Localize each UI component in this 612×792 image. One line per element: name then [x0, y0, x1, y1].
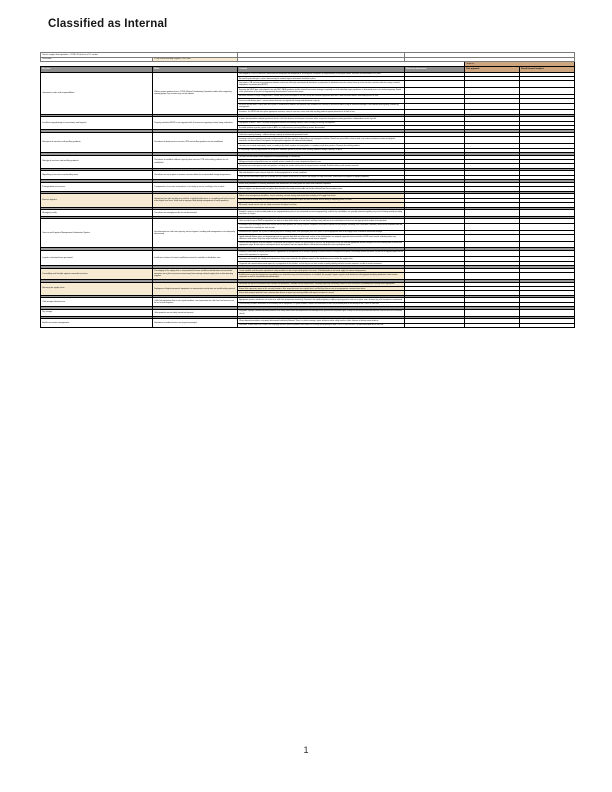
- risk-cell: Procedures to establish sufficient capacity store vaccines, PPE and ancillary products are not established.: [153, 155, 238, 168]
- result-format-cell: [520, 103, 575, 110]
- column-header-key-area: Key area: [41, 66, 153, 72]
- column-header-result-format: Result format & analysis: [520, 66, 575, 72]
- test-approach-cell: [465, 250, 520, 257]
- control-cell: Work with law enforcement agencies to provide security suitable escorts/access to detect and mitigate security risk/threats, and monitor the progress of ongoing shipments.: [238, 175, 405, 179]
- control-cell: Reverse logistics are documented and explain how and when the usable and unusable vial and be collected from the vaccination teams.: [238, 187, 405, 191]
- risk-matrix-body: [41, 72, 575, 327]
- column-header-risks: Risks: [153, 66, 238, 72]
- control-cell: With regard to COVID-19 vaccines, ensure that the assignation and delegation for receiving and acceptance of responsibilities to the proper entities, functions and stakeholders is in place.: [238, 72, 405, 76]
- risk-cell: Hazardous or medical waste is not properly managed.: [153, 319, 238, 328]
- result-format-cell: [520, 323, 575, 327]
- control-cell: In place: documentation and plan pro-arrival checks: cold chain distance and transport investment alone, inspection of equipment, storing procedures, independent checks/ sign offs.: [238, 117, 405, 121]
- key-area-cell: Securing the supply chain: [41, 282, 153, 295]
- test-approach-cell: [465, 88, 520, 95]
- reference-cell: [405, 223, 465, 230]
- risk-cell: Without proper guidance from a COVID National Coordinating Committee and/or other supporting working groups, key activities may not be initiated.: [153, 72, 238, 114]
- matrix-subtitle-value: = Key controls involving targeted COVID risks: [153, 57, 238, 62]
- table-row: [41, 210, 575, 217]
- matrix-title: Vaccine supply chain operations - COVID-19 roll out in a DC context: [41, 53, 238, 58]
- control-cell: Ensure that transport operators have communication devices to report any security problem and request assistance in transit.: [238, 291, 405, 295]
- key-area-cell: Logistics and warehouse personnel.: [41, 250, 153, 266]
- key-area-cell: Healthcare waste management.: [41, 319, 153, 328]
- control-cell: If cold storage capacity requirements are insufficient, additional options to procure, lease of hiring additional storage capacity is in place.: [238, 148, 405, 152]
- control-cell: Stock records (as per a VLMIS or equivalent) are kept up to date (either daily, or in real time), and they clearly indicate an accurate balance of each vaccine type by batch number and expiry date.: [238, 219, 405, 223]
- reference-cell: [405, 137, 465, 144]
- test-approach-cell: [465, 81, 520, 88]
- control-cell: Key logistics, HR and vaccine management subroles need to be sufficiently articulated and developed, in preparation for distribution from the national store up to the last mile, consistent with the country's national deployment vaccination plan (NDVP).: [238, 81, 405, 88]
- control-cell: Ensure that procedures in reserving distribution store warehouses accurately report the arrival and conditional shipments.: [238, 182, 405, 186]
- result-format-cell: [520, 81, 575, 88]
- risk-cell: Other products are not safely stored and secured.: [153, 309, 238, 316]
- guidance-group-header: Guidance: [465, 62, 575, 67]
- control-cell: Cooperate with national enforcement agencies, in preparation of the activities, so that they are on alert in order to quickly identify and take concrete measures in order to revoke movement.: [238, 261, 405, 265]
- risk-cell: Procedures for managing recalls are not documented.: [153, 210, 238, 217]
- column-header-controls: Controls: [238, 66, 405, 72]
- risk-cell: Insufficient numbers of trained, qualified personnel are available at distribution sites.: [153, 250, 238, 266]
- control-cell: Establish a clear team of working section details, supplements to an additional list of transport capacity or human resources to disperse their point, if necessary. Ensure that there is a process to regularly report on the status of the operations to supervisors.: [239, 251, 403, 256]
- matrix-subtitle-label: Risk matrix: [41, 57, 153, 62]
- control-cell: Information alert systems are in place to identify any stocks/ working teams, and appropriate plan are in place so each appropriate level of the supply chain, to minimize stored and wastage.: [238, 230, 405, 234]
- page-number: 1: [303, 745, 309, 755]
- result-format-cell: [520, 234, 575, 241]
- control-cell: Cold inventory includes information on functionality and on equipment is in good condition. Repairs and maintenance work are performed prior to the delivery of the COVID-19 vaccines.: [238, 302, 405, 306]
- control-cell: Determine how to transport vaccines and products, including the number and location of transport means available. Establish delivery and treatment intervals.: [238, 164, 405, 168]
- control-cell: Robust visual management procedures, receive inventory, accurate storage and transaction recording of all supply chain levels.: [238, 194, 405, 198]
- risk-cell: Procedures are not in place to maintain vaccines within the recommended storage temperatures.: [153, 171, 238, 180]
- control-cell: All unused, closed vaccine vials are safely returned to the higher level store.: [238, 203, 405, 207]
- control-cell: Forecasts and delivery plans - vaccine volume forecasts are aligned with storage and distribution capacity.: [238, 99, 405, 103]
- control-cell: Data on stock distribution and consumption is monitored and recorded to ensure the right quantity of vaccines are distributed to every site and that appropriate records storage of such vaccination point to ensure that appropriate usage. At each space, consumption levels are tracked, and consumption data is collected and recorded after each consumption round.: [238, 241, 405, 248]
- test-approach-cell: [465, 241, 520, 248]
- risk-cell: Unused vaccine vials are duly accounted for at health facility/ stores, or unused/unused vials returned to the higher level store. Used vials or improper filled (dating management at health products).: [153, 194, 238, 207]
- key-area-cell: Traceability and the fight against counterfeit vaccines: [41, 268, 153, 279]
- control-cell: Vaccine facilities are kept fresh of a point while there is a need to re-allocate surplus vaccines to another area or during a temporary pause, or recall.: [238, 198, 405, 202]
- reference-cell: [405, 309, 465, 316]
- control-cell: Procedures exist to promptly ensure that vaccine and ancillary products are strictly issued in compliance with earliest expired first out principle (including: FEFO allocation if relevant). Items are not estimated from the stores without first consulting the stock records.: [238, 223, 405, 230]
- risk-matrix-table: [40, 52, 575, 328]
- test-approach-cell: [465, 273, 520, 280]
- risk-cell: The integrity of the supply chain is compromised, because insufficient identification and counterfeit measures are in place to prevent unnecessary from entering national supply chain or from diverting supplies.: [153, 268, 238, 279]
- control-cell: Create establish and document requirements and procedures for the receipt and disposals of vaccines. If falsified products are found, apply the national law/procedure.: [238, 268, 405, 272]
- test-approach-cell: [465, 234, 520, 241]
- risk-cell: Procedures to timely receive vaccines, PPE and ancillary products are not established.: [153, 133, 238, 153]
- control-cell: An overall system design is in place documenting the national logistics framework should be in place.: [238, 76, 405, 80]
- control-cell: Cold chain capacity planning - sufficient storage capacity at national and operational levels.: [238, 133, 405, 137]
- control-cell: Waste disposal procedures are properly documented and timely followed. There is a plan to manage, report, authorise and/or safely transfer, collect, dispose or destroy waste products.: [238, 319, 405, 323]
- result-format-cell: [520, 210, 575, 217]
- control-cell: Ensure that supervisors report on the security situation in their respective areas on a regular basis, and that they have access to an appropriate communication device.: [238, 287, 405, 291]
- key-area-cell: Vaccine and Logistics Management Information System: [41, 219, 153, 248]
- test-approach-cell: [465, 137, 520, 144]
- reference-cell: [405, 323, 465, 327]
- risk-cell: Properly articulated NDVP is not supported with all resources supporting a better being undertaken.: [153, 117, 238, 130]
- control-cell: Determine the high risk area where these counties not distributors. Consider security requirements, including requesting community leaders for their assistance in providing extra security where appropriate.: [238, 282, 405, 286]
- table-row: [41, 250, 575, 257]
- result-format-cell: [520, 223, 575, 230]
- key-area-cell: Reception of vaccines and ancillary products.: [41, 133, 153, 153]
- control-cell: Vaccines are received and properly stored, according to the batch numbers and expiry dates, in compliance with best practices. Protocols for ancillary products.: [238, 144, 405, 148]
- control-cell: Segregation of duties - there is a proper segregation between the following functions: stock custody, processing, and approval.: [238, 121, 405, 125]
- control-cell: Inventory counts are regularly performed and documented, with due regard for independence and segregation of duties. Results are reconciled to stock records, any variances between records and physical inventories are documented, investigated, and appropriate approvals are obtained and validated.: [238, 137, 405, 144]
- reference-cell: [405, 273, 465, 280]
- classification-title: Classified as Internal: [48, 18, 168, 30]
- result-format-cell: [520, 250, 575, 257]
- control-cell: Establish a process so that recalled products are segregated during transit, are maintained and traced appropriately, and that key stakeholders are promptly informed regarding any recall, including formally recording any doses in a report.: [238, 210, 405, 217]
- risk-cell: Deployment of logistic personnel, equipment, or immunisation activity sites are insufficiently protected.: [153, 282, 238, 295]
- test-approach-cell: [465, 103, 520, 110]
- key-area-cell: Transportation of vaccines.: [41, 182, 153, 191]
- result-format-cell: [520, 273, 575, 280]
- test-approach-cell: [465, 223, 520, 230]
- key-area-cell: Cold storage infrastructure: [41, 298, 153, 307]
- column-header-reference-documents: Reference documents: [405, 66, 465, 72]
- test-approach-cell: [465, 323, 520, 327]
- result-format-cell: [520, 309, 575, 316]
- risk-cell: Transportation of vaccines and products is not timely or secure, resulting in loss or stock.: [153, 182, 238, 191]
- control-cell: Document and establish the validity and authorisation of key actors involved in the different aspects of the distribution process within the supply chain.: [238, 257, 405, 261]
- result-format-cell: [520, 88, 575, 95]
- risk-cell: Key information on cold chain capacity, vaccine logistics, handling and management is not adequately documented.: [153, 219, 238, 248]
- key-area-cell: Managing recalls: [41, 210, 153, 217]
- control-cell: Map and identify the routes they are high risk - to due geographical or security conditions.: [238, 171, 405, 175]
- reference-cell: [405, 103, 465, 110]
- key-area-cell: Dry storage: [41, 309, 153, 316]
- control-cell: Vaccines are only spoiled inside appropriate breakdown/damage or contaminant.: [238, 155, 405, 159]
- key-area-cell: Governance roles and responsibilities: [41, 72, 153, 114]
- control-cell: Dry goods, syringes, diluents and other products to be safely stored within the temperature and humidity levels specified for the product type, so they can be easily located and affected, sufficient access for inventory checks.: [238, 309, 405, 316]
- control-cell: A suitable problem reporting system in place (ARS, etc.) with necessary recovery/ follow up actions documented.: [238, 126, 405, 130]
- risk-cell: Cold chain equipment that is not in good condition, can compromise the cold chain and vaccines can be lost to heat exposure.: [153, 298, 238, 307]
- column-header-test-approach: Test approach: [465, 66, 520, 72]
- control-cell: Insurance: The NDVP laid out in place appropriate insurance cover for vaccines, assets and other ancillary products against potential risk of theft or loss.: [238, 110, 405, 114]
- control-cell: Accurate estimates of target subpopulations, suitable micro plans developed in line with clearly documented programme objectives. Hold the health workers have timely access to PPE.: [238, 94, 405, 98]
- key-area-cell: Reverse logistics: [41, 194, 153, 207]
- test-approach-cell: [465, 210, 520, 217]
- reference-cell: [405, 81, 465, 88]
- reference-cell: [405, 88, 465, 95]
- control-cell: Refrigerated water and parallel assets are available and are stored at the correct temperature/alarm for use.: [238, 160, 405, 164]
- reference-cell: [405, 250, 465, 257]
- reference-cell: [405, 234, 465, 241]
- control-cell: Goods ordered/ delivery plans and demand requests are separate daily filed and referenced, so that all stock distributions are properly supported and reconciled to VLMIS stock records, indicating where any differences and reasons why there might have been any differences between requests and actual amount supplied.: [238, 234, 405, 241]
- key-area-cell: Storage of vaccines and ancillary products.: [41, 155, 153, 168]
- reference-cell: [405, 241, 465, 248]
- key-area-cell: Repacking of vaccines and ancillary items.: [41, 171, 153, 180]
- table-row: [41, 309, 575, 316]
- test-approach-cell: [465, 309, 520, 316]
- reference-cell: [405, 210, 465, 217]
- control-cell: Document, to what extent GPS teams are complying with best practice guidance with respect to crushing and disposing of used COVID-19 vaccine vials, if at and safely abide this is the case.: [238, 323, 405, 327]
- result-format-cell: [520, 137, 575, 144]
- control-cell: A country led NDVP plan is developed in line with WHO SAGE guidance and the selected vaccination strategy to equitably reach the identified target populations is determined prior to vaccination beginning. Details of the prioritisation of the plan are appropriately disseminated to immunisation teams.: [238, 88, 405, 95]
- key-area-cell: Insufficient preplanning of vaccinations and logistics: [41, 117, 153, 130]
- control-cell: Establish process by which determine traceability/access to/and from key vital and warehouses is controlled, (for example: logistics registers and detailed records by/goods identifying distribution/ stock transfer sequences or well as scheduled/unscheduled stops).: [238, 273, 405, 280]
- control-cell: Appropriate systems and devices are in place for cold chain temperature monitoring. Procedures for rapidly mitigating or addressing temperature alerts are in place, and a historical log of all exceptions is maintained.: [238, 298, 405, 302]
- result-format-cell: [520, 241, 575, 248]
- control-cell: For each vaccine store, a stock level alert system is established to address and minimise any avoidable over stocking or stockout incidents. A log of stockouts/shortages is documented and regularly reviewed by management.: [238, 103, 405, 110]
